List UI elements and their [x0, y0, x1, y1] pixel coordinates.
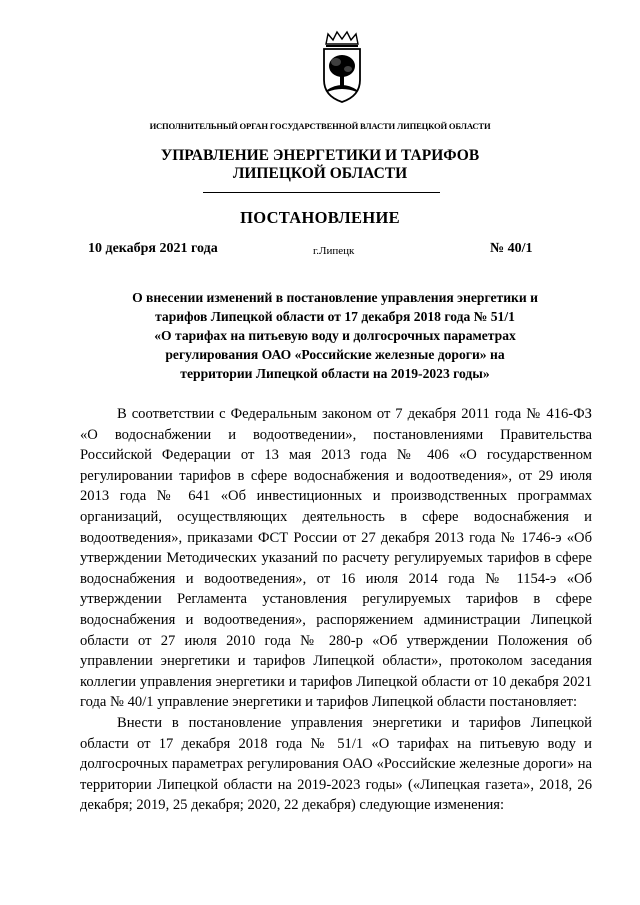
document-city: г.Липецк	[313, 245, 355, 257]
body-paragraph-2: Внести в постановление управления энергетики и тарифов Липецкой области от 17 декабря 2018 года № 51/1 «О тарифах на питьевую воду и долгосрочных параметрах регулирования ОАО «Российские железные дороги» на территории Липецкой области на 2019-2023 годы» («Липецкая газета», 2018, 26 декабря; 2019, 25 декабря; 2020, 22 декабря) следующие изменения:	[80, 714, 592, 814]
header-divider	[203, 192, 440, 193]
lipetsk-coat-of-arms-icon	[318, 30, 366, 104]
body-paragraph-1: В соответствии с Федеральным законом от 7 декабря 2011 года № 416-ФЗ «О водоснабжении и водоотведении», постановлениями Правительства Российской Федерации от 13 мая 2013 года № 406 «О государственном регулировании тарифов в сфере водоснабжения и водоотведения», от 29 июля 2013 года № 641 «Об инвестиционных и производственных программах организаций, осуществляющих деятельность в сфере водоснабжения и водоотведения», приказами ФСТ России от 27 декабря 2013 года № 1746-э «Об утверждении Методических указаний по расчету регулируемых тарифов в сфере водоснабжения и водоотведения», от 16 июля 2014 года № 1154-э «Об утверждении Регламента установления регулируемых тарифов в сфере водоснабжения и водоотведения», распоряжением администрации Липецкой области от 27 июля 2010 года № 280-р «Об утверждении Положения об управлении энергетики и тарифов Липецкой области», протоколом заседания коллегии управления энергетики и тарифов Липецкой области от 10 декабря 2021 года № 40/1 управление энергетики и тарифов Липецкой области постановляет:	[80, 406, 592, 711]
subject-line: тарифов Липецкой области от 17 декабря 2018 года № 51/1	[155, 309, 515, 324]
subject-line: регулирования ОАО «Российские железные дороги» на	[165, 347, 505, 362]
subject-line: «О тарифах на питьевую воду и долгосрочных параметрах	[154, 328, 516, 343]
subject-line: территории Липецкой области на 2019-2023 годы»	[180, 366, 490, 381]
authority-name	[0, 147, 640, 183]
subject-line: О внесении изменений в постановление управления энергетики и	[132, 290, 538, 305]
document-body	[80, 404, 592, 816]
document-date: 10 декабря 2021 года	[88, 241, 218, 256]
org-line: ИСПОЛНИТЕЛЬНЫЙ ОРГАН ГОСУДАРСТВЕННОЙ ВЛАСТИ ЛИПЕЦКОЙ ОБЛАСТИ	[149, 121, 491, 131]
authority-line-1: УПРАВЛЕНИЕ ЭНЕРГЕТИКИ И ТАРИФОВ	[160, 147, 480, 164]
document-type: ПОСТАНОВЛЕНИЕ	[240, 208, 400, 227]
document-number: № 40/1	[490, 241, 533, 256]
document-subject	[96, 288, 574, 383]
authority-line-2: ЛИПЕЦКОЙ ОБЛАСТИ	[232, 165, 408, 182]
